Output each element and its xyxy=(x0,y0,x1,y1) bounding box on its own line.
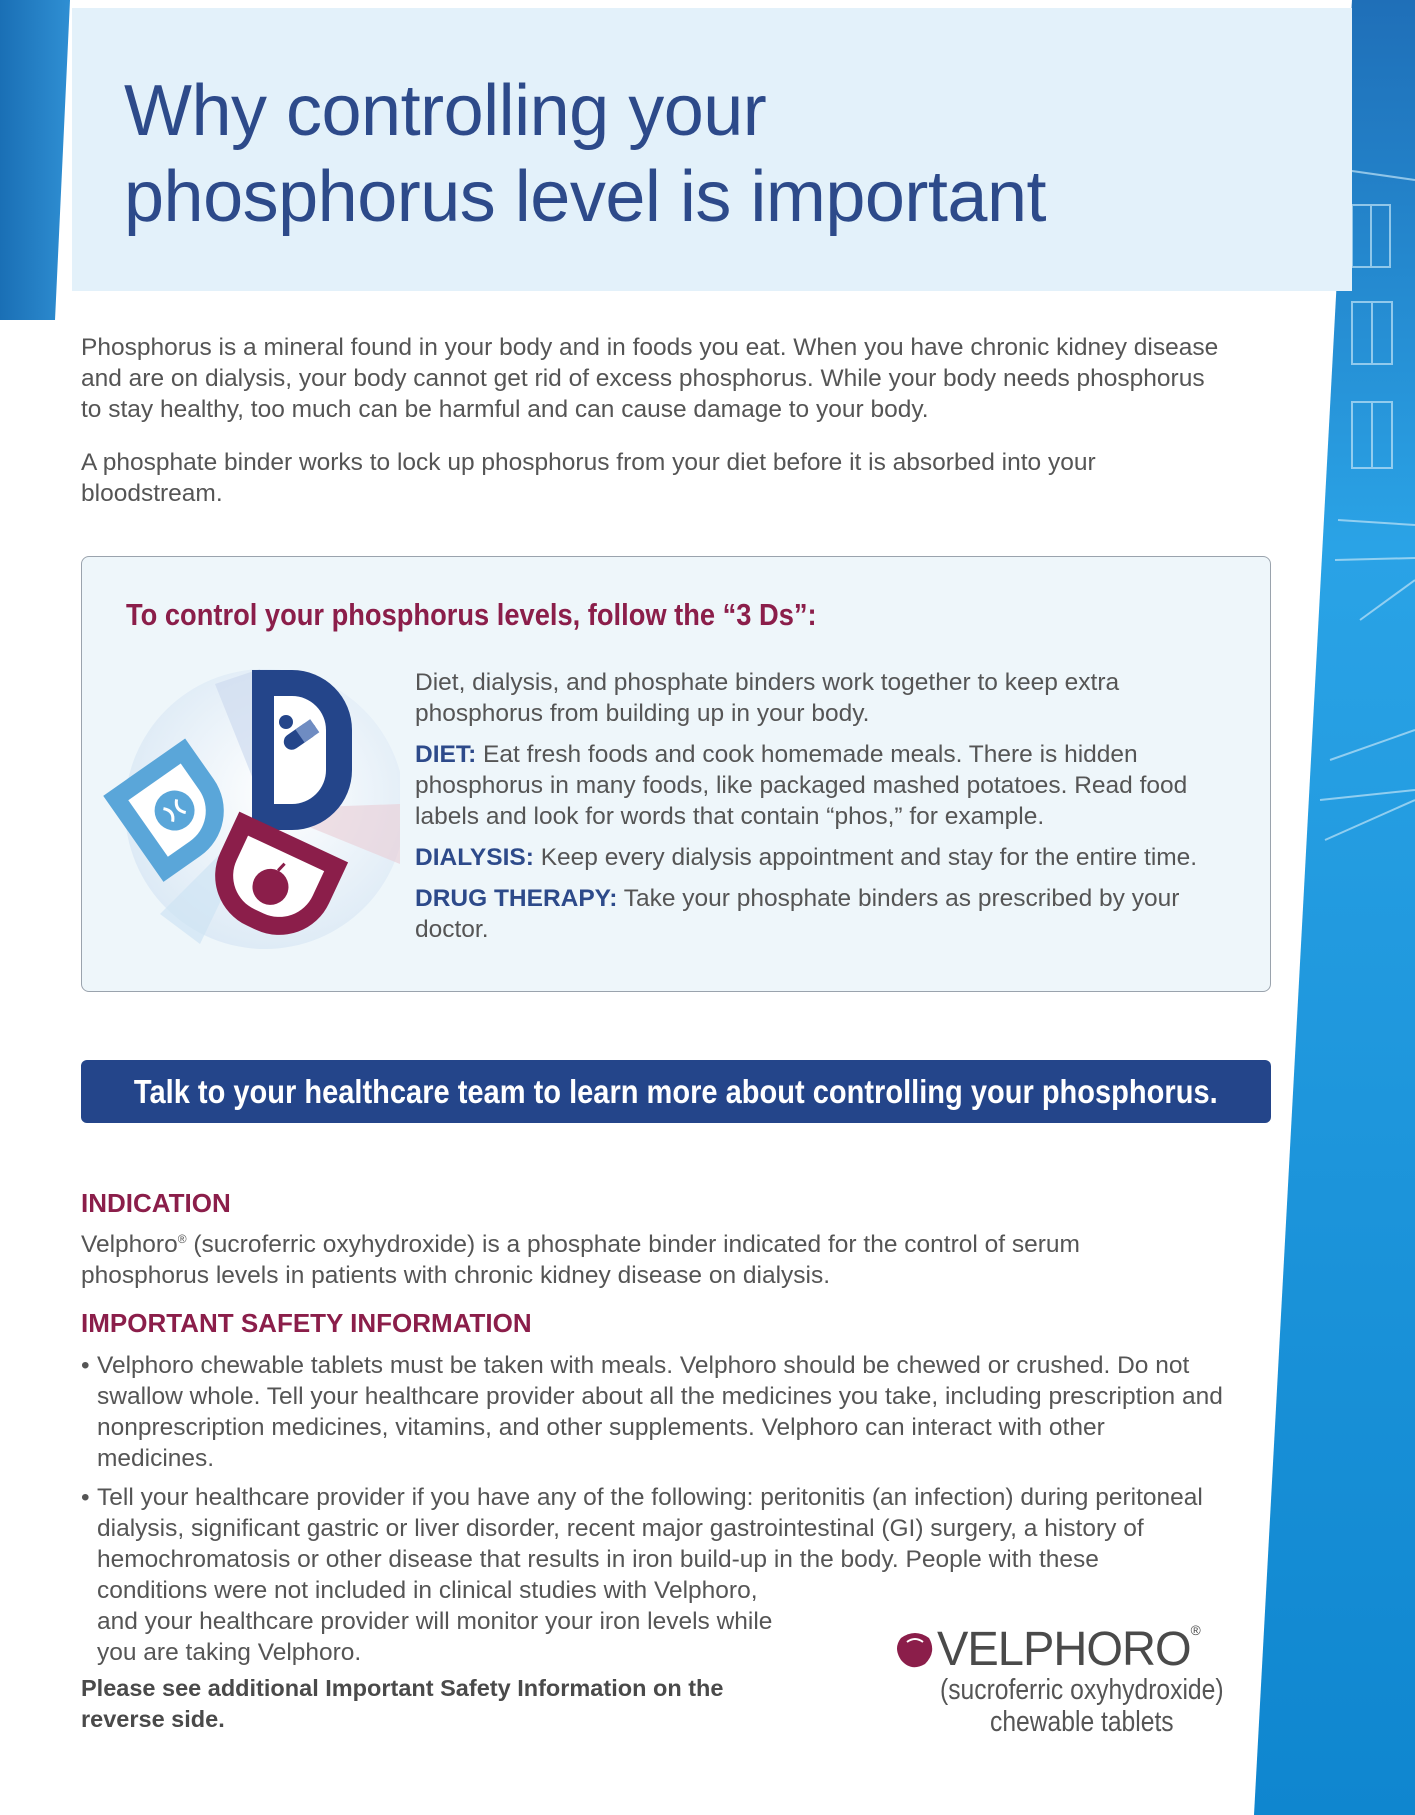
indication-text xyxy=(81,1224,1181,1291)
indication-body: (sucroferric oxyhydroxide) is a phosphate binder indicated for the control of serum phosphorus levels in patients with chronic kidney disease on dialysis. xyxy=(81,1231,1080,1290)
diet-text: Eat fresh foods and cook homemade meals. There is hidden phosphorus in many foods, like packaged mashed potatoes. Read food labels and look for words that contain “phos,” for example. xyxy=(415,741,1188,830)
logo-reg-mark: ® xyxy=(1190,1622,1200,1638)
cta-banner xyxy=(81,1060,1271,1123)
three-ds-text xyxy=(415,667,1245,955)
indication-heading: INDICATION xyxy=(81,1188,231,1218)
velphoro-mark-icon xyxy=(895,1628,935,1668)
three-ds-heading: To control your phosphorus levels, follow the “3 Ds”: xyxy=(126,597,817,632)
dialysis-label: DIALYSIS: xyxy=(415,844,534,871)
isi-item-2-line: conditions were not included in clinical studies with Velphoro, xyxy=(97,1577,758,1604)
page-title xyxy=(124,68,1046,240)
dialysis-item xyxy=(415,842,1245,873)
three-ds-summary: Diet, dialysis, and phosphate binders work together to keep extra phosphorus from building up in your body. xyxy=(415,669,1120,727)
logo-subtitle-generic: (sucroferric oxyhydroxide) xyxy=(940,1674,1224,1706)
intro-paragraph-1: Phosphorus is a mineral found in your body and in foods you eat. When you have chronic kidney disease and are on dialysis, your body cannot get rid of excess phosphorus. While your body needs phosphorus to stay healthy, too much can be harmful and can cause damage to your body. xyxy=(81,334,1219,423)
intro-paragraph-2: A phosphate binder works to lock up phosphorus from your diet before it is absorbed into your bloodstream. xyxy=(81,449,1096,507)
cta-text: Talk to your healthcare team to learn more about controlling your phosphorus. xyxy=(134,1072,1218,1110)
velphoro-logo xyxy=(895,1622,1255,1742)
logo-wordmark-text: VELPHORO xyxy=(937,1623,1191,1676)
isi-item-2-line: you are taking Velphoro. xyxy=(97,1639,362,1666)
isi-item-1 xyxy=(81,1350,1227,1474)
drug-therapy-label: DRUG THERAPY: xyxy=(415,885,618,912)
isi-item-1-text: Velphoro chewable tablets must be taken with meals. Velphoro should be chewed or crushed. Do not swallow whole. Tell your healthcare provider about all the medicines you take, including prescription and nonprescription medicines, vitamins, and other supplements. Velphoro can interact with other medicines. xyxy=(97,1352,1223,1472)
logo-wordmark xyxy=(937,1622,1200,1677)
bullet: • xyxy=(81,1352,90,1379)
indication-brand: Velphoro xyxy=(81,1231,178,1259)
indication-reg-mark: ® xyxy=(177,1232,187,1246)
logo-subtitle-form: chewable tablets xyxy=(990,1706,1174,1738)
drug-therapy-item xyxy=(415,883,1245,945)
drug-therapy-d-icon xyxy=(252,670,352,830)
diet-item xyxy=(415,739,1245,832)
title-line-1: Why controlling your xyxy=(124,71,767,151)
isi-item-2-line: and your healthcare provider will monitor your iron levels while xyxy=(97,1608,773,1635)
diet-label: DIET: xyxy=(415,741,477,768)
three-ds-graphic xyxy=(100,664,400,954)
title-line-2: phosphorus level is important xyxy=(124,157,1046,237)
isi-heading: IMPORTANT SAFETY INFORMATION xyxy=(81,1308,532,1338)
isi-item-2-text: Tell your healthcare provider if you have any of the following: peritonitis (an infection) during peritoneal dialysis, significant gastric or liver disorder, recent major gastrointestinal (GI) surgery, a history of hemochromatosis or other disease that results in iron build-up in the body. People with these xyxy=(97,1484,1203,1573)
bullet: • xyxy=(81,1484,90,1511)
drug-therapy-text: Take your phosphate binders as prescribed by your doctor. xyxy=(415,885,1180,943)
see-reverse-note: Please see additional Important Safety Information on the reverse side. xyxy=(81,1675,724,1732)
dialysis-text: Keep every dialysis appointment and stay for the entire time. xyxy=(533,844,1198,871)
